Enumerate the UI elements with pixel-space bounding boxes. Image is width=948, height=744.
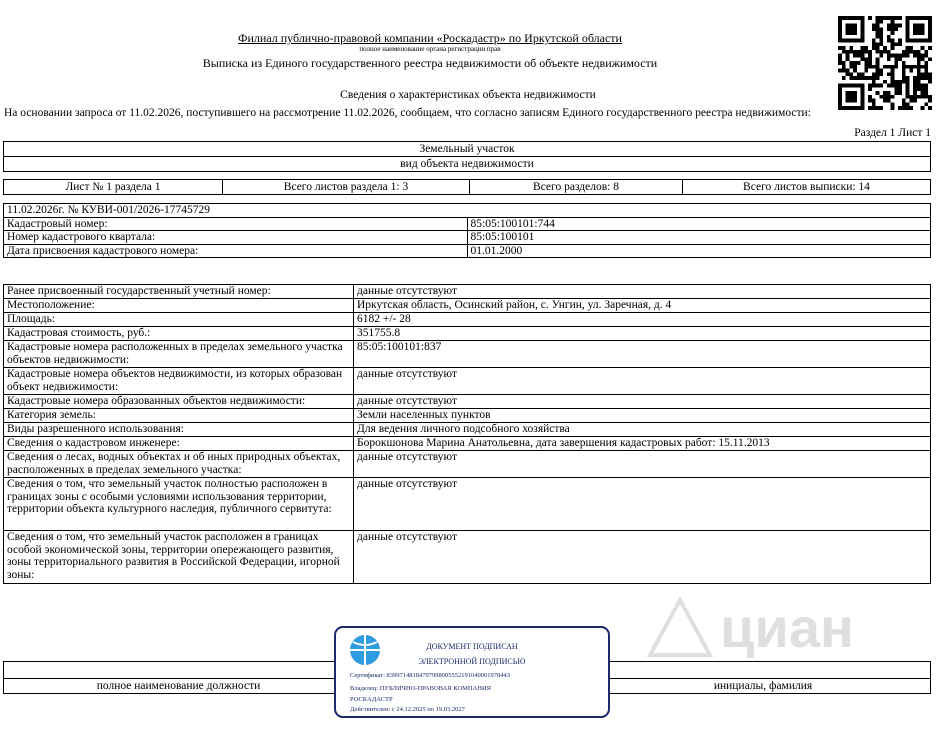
stamp-line1: ДОКУМЕНТ ПОДПИСАН [426,642,518,651]
row-value: 85:05:100101:744 [467,217,931,231]
stamp-certificate: Сертификат: 8399714818479799800555219104000197844З [350,672,511,679]
basic-info-table [3,203,931,258]
sheet-info-table [3,179,931,195]
stamp-owner: Владелец: ПУБЛИЧНО-ПРАВОВАЯ КОМПАНИЯ [350,685,491,692]
row-label: Кадастровая стоимость, руб.: [4,327,354,341]
table-row [4,478,931,531]
row-value: Земли населенных пунктов [354,409,931,423]
qr-code [838,16,932,110]
org-name: Филиал публично-правовой компании «Роскадастр» по Иркутской области [238,31,622,45]
document-title: Выписка из Единого государственного реестра недвижимости об объекте недвижимости [202,56,658,70]
row-value: данные отсутствуют [354,395,931,409]
sheet-info-cell: Всего листов выписки: 14 [683,180,931,195]
table-row [4,285,931,299]
row-value: Борокшонова Марина Анатольевна, дата завершения кадастровых работ: 15.11.2013 [354,437,931,451]
row-value: данные отсутствуют [354,368,931,395]
table-row [4,395,931,409]
row-value: 351755.8 [354,327,931,341]
intro-text: На основании запроса от 11.02.2026, поступившего на рассмотрение 11.02.2026, сообщаем, что согласно записям Единого государственного реестра недвижимости: [4,107,811,119]
row-value: 01.01.2000 [467,244,931,258]
row-label: Кадастровый номер: [4,217,468,231]
row-value: данные отсутствуют [354,478,931,531]
table-row [4,313,931,327]
section-title: Сведения о характеристиках объекта недвижимости [340,89,596,101]
row-label: Категория земель: [4,409,354,423]
row-value: 6182 +/- 28 [354,313,931,327]
row-label: Виды разрешенного использования: [4,423,354,437]
position-cell [4,662,354,679]
sheet-info-cell: Лист № 1 раздела 1 [4,180,223,195]
table-row [4,409,931,423]
initials-cell [596,662,931,679]
row-value: 85:05:100101:837 [354,341,931,368]
row-value: Иркутская область, Осинский район, с. Унгин, ул. Заречная, д. 4 [354,299,931,313]
stamp-validity: Действителен: с 24.12.2025 по 19.03.2027 [350,706,465,713]
table-row [4,299,931,313]
row-label: Кадастровые номера образованных объектов недвижимости: [4,395,354,409]
row-label: Кадастровые номера расположенных в пределах земельного участка объектов недвижимости: [4,341,354,368]
table-row [4,531,931,584]
table-row [4,217,931,231]
table-row [4,231,931,245]
row-label: Дата присвоения кадастрового номера: [4,244,468,258]
table-row [4,451,931,478]
row-value: данные отсутствуют [354,451,931,478]
row-label: Сведения о лесах, водных объектах и об иных природных объектах, расположенных в пределах земельного участка: [4,451,354,478]
e-signature-stamp [334,626,610,718]
object-type-table [3,141,931,172]
watermark-logo [640,585,870,665]
object-type: Земельный участок [4,142,931,157]
table-row [4,437,931,451]
row-label: Сведения о кадастровом инженере: [4,437,354,451]
stamp-owner-name: РОСКАДАСТР [350,696,393,703]
row-label: Номер кадастрового квартала: [4,231,468,245]
table-row [4,368,931,395]
row-value: данные отсутствуют [354,285,931,299]
table-row [4,341,931,368]
detail-table [3,284,931,584]
initials-caption: инициалы, фамилия [596,679,931,694]
svg-text:циан: циан [720,596,854,659]
row-label: Сведения о том, что земельный участок полностью расположен в границах зоны с особыми условиями использования территории, территории объекта культурного наследия, публичного сервитута: [4,478,354,531]
record-id: 11.02.2026г. № КУВИ-001/2026-17745729 [4,204,931,218]
row-value: данные отсутствуют [354,531,931,584]
sheet-info-cell: Всего листов раздела 1: 3 [223,180,470,195]
row-value: Для ведения личного подсобного хозяйства [354,423,931,437]
row-label: Площадь: [4,313,354,327]
table-row [4,423,931,437]
sheet-info-cell: Всего разделов: 8 [470,180,683,195]
org-caption: полное наименование органа регистрации прав [359,45,501,53]
row-label: Местоположение: [4,299,354,313]
table-row [4,244,931,258]
row-label: Сведения о том, что земельный участок расположен в границах особой экономической зоны, территории опережающего развития, зоны территориального развития в Российской Федерации, игорной зоны: [4,531,354,584]
row-value: 85:05:100101 [467,231,931,245]
object-type-caption: вид объекта недвижимости [4,157,931,172]
stamp-line2: ЭЛЕКТРОННОЙ ПОДПИСЬЮ [418,657,526,666]
position-caption: полное наименование должности [4,679,354,694]
table-row [4,327,931,341]
row-label: Кадастровые номера объектов недвижимости, из которых образован объект недвижимости: [4,368,354,395]
section-sheet-label: Раздел 1 Лист 1 [854,127,931,139]
row-label: Ранее присвоенный государственный учетный номер: [4,285,354,299]
